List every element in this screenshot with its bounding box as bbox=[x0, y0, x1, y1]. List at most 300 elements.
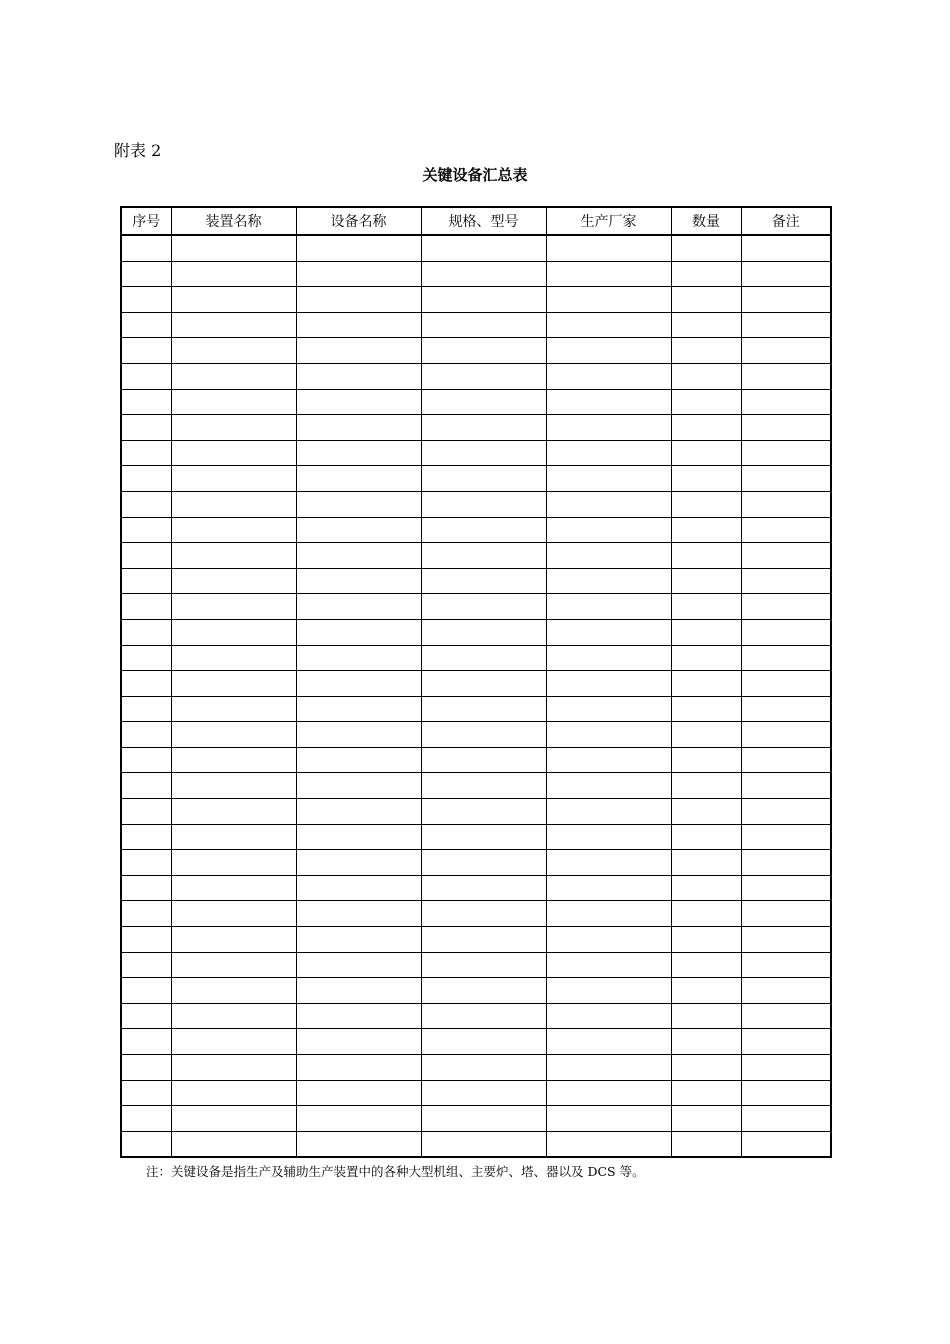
table-cell[interactable] bbox=[546, 875, 671, 901]
table-row bbox=[121, 466, 831, 492]
table-cell[interactable] bbox=[121, 440, 171, 466]
table-cell[interactable] bbox=[171, 261, 296, 287]
table-cell[interactable] bbox=[171, 927, 296, 953]
table-cell[interactable] bbox=[741, 773, 831, 799]
table-row bbox=[121, 543, 831, 569]
table-cell[interactable] bbox=[741, 363, 831, 389]
table-cell[interactable] bbox=[121, 287, 171, 313]
table-cell[interactable] bbox=[421, 722, 546, 748]
table-cell[interactable] bbox=[421, 543, 546, 569]
table-cell[interactable] bbox=[546, 594, 671, 620]
table-row bbox=[121, 671, 831, 697]
table-cell[interactable] bbox=[296, 773, 421, 799]
table-cell[interactable] bbox=[171, 287, 296, 313]
table-cell[interactable] bbox=[671, 363, 741, 389]
table-row bbox=[121, 799, 831, 825]
table-cell[interactable] bbox=[121, 824, 171, 850]
table-row bbox=[121, 1080, 831, 1106]
table-row bbox=[121, 415, 831, 441]
table-cell[interactable] bbox=[171, 517, 296, 543]
table-cell[interactable] bbox=[741, 594, 831, 620]
table-cell[interactable] bbox=[171, 799, 296, 825]
table-cell[interactable] bbox=[546, 363, 671, 389]
table-row bbox=[121, 1131, 831, 1157]
table-cell[interactable] bbox=[546, 978, 671, 1004]
table-cell[interactable] bbox=[421, 261, 546, 287]
table-cell[interactable] bbox=[421, 1029, 546, 1055]
table-cell[interactable] bbox=[741, 568, 831, 594]
table-cell[interactable] bbox=[121, 363, 171, 389]
table-cell[interactable] bbox=[671, 747, 741, 773]
equipment-summary-table bbox=[120, 206, 832, 1158]
table-cell[interactable] bbox=[421, 671, 546, 697]
table-cell[interactable] bbox=[121, 927, 171, 953]
table-cell[interactable] bbox=[546, 466, 671, 492]
table-cell[interactable] bbox=[296, 389, 421, 415]
table-row bbox=[121, 491, 831, 517]
table-cell[interactable] bbox=[296, 927, 421, 953]
table-cell[interactable] bbox=[671, 901, 741, 927]
table-cell[interactable] bbox=[741, 389, 831, 415]
table-cell[interactable] bbox=[671, 1055, 741, 1081]
table-cell[interactable] bbox=[421, 1080, 546, 1106]
table-row bbox=[121, 824, 831, 850]
table-cell[interactable] bbox=[671, 671, 741, 697]
table-cell[interactable] bbox=[171, 1055, 296, 1081]
page-title: 关键设备汇总表 bbox=[422, 166, 528, 184]
table-cell[interactable] bbox=[546, 696, 671, 722]
table-cell[interactable] bbox=[671, 1080, 741, 1106]
table-cell[interactable] bbox=[671, 543, 741, 569]
table-cell[interactable] bbox=[171, 568, 296, 594]
table-cell[interactable] bbox=[671, 440, 741, 466]
table-cell[interactable] bbox=[171, 645, 296, 671]
table-cell[interactable] bbox=[121, 671, 171, 697]
table-body bbox=[121, 235, 831, 1157]
table-cell[interactable] bbox=[671, 850, 741, 876]
table-cell[interactable] bbox=[671, 1029, 741, 1055]
table-cell[interactable] bbox=[171, 1029, 296, 1055]
table-cell[interactable] bbox=[121, 1131, 171, 1157]
table-cell[interactable] bbox=[296, 312, 421, 338]
table-cell[interactable] bbox=[741, 1080, 831, 1106]
table-cell[interactable] bbox=[121, 568, 171, 594]
table-cell[interactable] bbox=[741, 901, 831, 927]
table-cell[interactable] bbox=[741, 1029, 831, 1055]
table-cell[interactable] bbox=[546, 543, 671, 569]
table-cell[interactable] bbox=[546, 338, 671, 364]
table-cell[interactable] bbox=[741, 875, 831, 901]
table-cell[interactable] bbox=[546, 850, 671, 876]
table-cell[interactable] bbox=[296, 901, 421, 927]
table-cell[interactable] bbox=[546, 773, 671, 799]
table-cell[interactable] bbox=[296, 261, 421, 287]
table-cell[interactable] bbox=[171, 952, 296, 978]
table-cell[interactable] bbox=[171, 747, 296, 773]
table-cell[interactable] bbox=[296, 235, 421, 261]
table-cell[interactable] bbox=[296, 466, 421, 492]
table-cell[interactable] bbox=[296, 671, 421, 697]
table-row bbox=[121, 235, 831, 261]
table-cell[interactable] bbox=[671, 389, 741, 415]
table-row bbox=[121, 440, 831, 466]
table-row bbox=[121, 287, 831, 313]
table-cell[interactable] bbox=[741, 543, 831, 569]
table-cell[interactable] bbox=[296, 440, 421, 466]
table-cell[interactable] bbox=[421, 1055, 546, 1081]
table-row bbox=[121, 1029, 831, 1055]
table-cell[interactable] bbox=[741, 466, 831, 492]
table-cell[interactable] bbox=[421, 235, 546, 261]
table-row bbox=[121, 517, 831, 543]
table-cell[interactable] bbox=[171, 1131, 296, 1157]
table-cell[interactable] bbox=[121, 901, 171, 927]
table-cell[interactable] bbox=[546, 517, 671, 543]
table-cell[interactable] bbox=[296, 1131, 421, 1157]
table-cell[interactable] bbox=[171, 363, 296, 389]
table-cell[interactable] bbox=[741, 1106, 831, 1132]
table-cell[interactable] bbox=[121, 722, 171, 748]
table-cell[interactable] bbox=[671, 466, 741, 492]
table-cell[interactable] bbox=[546, 568, 671, 594]
table-cell[interactable] bbox=[121, 1055, 171, 1081]
table-row bbox=[121, 645, 831, 671]
table-row bbox=[121, 952, 831, 978]
table-cell[interactable] bbox=[741, 517, 831, 543]
table-cell[interactable] bbox=[671, 722, 741, 748]
table-cell[interactable] bbox=[671, 619, 741, 645]
table-cell[interactable] bbox=[296, 722, 421, 748]
table-cell[interactable] bbox=[421, 645, 546, 671]
table-cell[interactable] bbox=[296, 594, 421, 620]
table-cell[interactable] bbox=[741, 1055, 831, 1081]
table-cell[interactable] bbox=[671, 1106, 741, 1132]
table-row bbox=[121, 619, 831, 645]
header-unit-name: 装置名称 bbox=[171, 207, 296, 235]
table-row bbox=[121, 1055, 831, 1081]
table-row bbox=[121, 978, 831, 1004]
table-cell[interactable] bbox=[121, 312, 171, 338]
table-row bbox=[121, 773, 831, 799]
table-cell[interactable] bbox=[121, 696, 171, 722]
table-cell[interactable] bbox=[171, 440, 296, 466]
table-cell[interactable] bbox=[671, 952, 741, 978]
table-cell[interactable] bbox=[121, 1106, 171, 1132]
table-row bbox=[121, 594, 831, 620]
table-row bbox=[121, 850, 831, 876]
table-cell[interactable] bbox=[671, 875, 741, 901]
table-cell[interactable] bbox=[296, 850, 421, 876]
table-cell[interactable] bbox=[171, 543, 296, 569]
table-cell[interactable] bbox=[121, 415, 171, 441]
table-cell[interactable] bbox=[171, 338, 296, 364]
table-cell[interactable] bbox=[546, 799, 671, 825]
table-cell[interactable] bbox=[671, 824, 741, 850]
table-cell[interactable] bbox=[741, 619, 831, 645]
table-cell[interactable] bbox=[671, 594, 741, 620]
footnote: 注：关键设备是指生产及辅助生产装置中的各种大型机组、主要炉、塔、器以及 DCS 等。 bbox=[146, 1164, 645, 1179]
table-cell[interactable] bbox=[546, 415, 671, 441]
table-cell[interactable] bbox=[546, 1131, 671, 1157]
table-cell[interactable] bbox=[296, 824, 421, 850]
table-cell[interactable] bbox=[421, 363, 546, 389]
table-cell[interactable] bbox=[421, 978, 546, 1004]
table-cell[interactable] bbox=[546, 952, 671, 978]
table-cell[interactable] bbox=[296, 338, 421, 364]
table-cell[interactable] bbox=[741, 799, 831, 825]
table-cell[interactable] bbox=[296, 1106, 421, 1132]
table-cell[interactable] bbox=[671, 415, 741, 441]
table-cell[interactable] bbox=[421, 927, 546, 953]
table-row bbox=[121, 389, 831, 415]
table-cell[interactable] bbox=[121, 1003, 171, 1029]
table-cell[interactable] bbox=[546, 671, 671, 697]
table-cell[interactable] bbox=[741, 338, 831, 364]
table-cell[interactable] bbox=[421, 594, 546, 620]
table-row bbox=[121, 901, 831, 927]
table-cell[interactable] bbox=[171, 415, 296, 441]
table-cell[interactable] bbox=[296, 1055, 421, 1081]
table-row bbox=[121, 722, 831, 748]
table-cell[interactable] bbox=[121, 261, 171, 287]
table-cell[interactable] bbox=[546, 389, 671, 415]
table-cell[interactable] bbox=[121, 799, 171, 825]
table-cell[interactable] bbox=[546, 824, 671, 850]
table-cell[interactable] bbox=[171, 1106, 296, 1132]
header-quantity: 数量 bbox=[671, 207, 741, 235]
table-cell[interactable] bbox=[421, 901, 546, 927]
table-cell[interactable] bbox=[421, 517, 546, 543]
table-cell[interactable] bbox=[296, 491, 421, 517]
table-cell[interactable] bbox=[741, 235, 831, 261]
table-cell[interactable] bbox=[421, 747, 546, 773]
table-cell[interactable] bbox=[296, 799, 421, 825]
table-cell[interactable] bbox=[671, 287, 741, 313]
table-row bbox=[121, 363, 831, 389]
table-cell[interactable] bbox=[296, 568, 421, 594]
table-cell[interactable] bbox=[171, 312, 296, 338]
table-cell[interactable] bbox=[671, 517, 741, 543]
table-cell[interactable] bbox=[121, 875, 171, 901]
table-cell[interactable] bbox=[421, 287, 546, 313]
table-cell[interactable] bbox=[171, 875, 296, 901]
table-cell[interactable] bbox=[741, 312, 831, 338]
table-cell[interactable] bbox=[671, 1131, 741, 1157]
table-cell[interactable] bbox=[296, 415, 421, 441]
table-cell[interactable] bbox=[741, 645, 831, 671]
table-cell[interactable] bbox=[421, 1131, 546, 1157]
table-cell[interactable] bbox=[671, 773, 741, 799]
table-cell[interactable] bbox=[121, 389, 171, 415]
table-cell[interactable] bbox=[296, 1029, 421, 1055]
table-cell[interactable] bbox=[421, 312, 546, 338]
table-cell[interactable] bbox=[171, 722, 296, 748]
table-cell[interactable] bbox=[546, 235, 671, 261]
table-row bbox=[121, 261, 831, 287]
table-cell[interactable] bbox=[171, 235, 296, 261]
table-cell[interactable] bbox=[296, 747, 421, 773]
table-cell[interactable] bbox=[296, 543, 421, 569]
header-serial-number: 序号 bbox=[121, 207, 171, 235]
table-cell[interactable] bbox=[121, 466, 171, 492]
table-cell[interactable] bbox=[121, 773, 171, 799]
table-row bbox=[121, 747, 831, 773]
table-cell[interactable] bbox=[741, 261, 831, 287]
table-cell[interactable] bbox=[171, 773, 296, 799]
table-cell[interactable] bbox=[421, 338, 546, 364]
table-cell[interactable] bbox=[121, 1080, 171, 1106]
table-cell[interactable] bbox=[546, 1055, 671, 1081]
table-cell[interactable] bbox=[121, 594, 171, 620]
table-cell[interactable] bbox=[671, 312, 741, 338]
table-cell[interactable] bbox=[546, 1080, 671, 1106]
table-cell[interactable] bbox=[171, 594, 296, 620]
table-cell[interactable] bbox=[421, 824, 546, 850]
table-cell[interactable] bbox=[546, 261, 671, 287]
table-cell[interactable] bbox=[671, 799, 741, 825]
table-cell[interactable] bbox=[296, 875, 421, 901]
table-cell[interactable] bbox=[296, 952, 421, 978]
table-cell[interactable] bbox=[741, 1003, 831, 1029]
table-cell[interactable] bbox=[121, 338, 171, 364]
table-cell[interactable] bbox=[546, 619, 671, 645]
table-cell[interactable] bbox=[741, 287, 831, 313]
table-cell[interactable] bbox=[546, 747, 671, 773]
table-cell[interactable] bbox=[171, 850, 296, 876]
table-cell[interactable] bbox=[741, 491, 831, 517]
table-cell[interactable] bbox=[421, 952, 546, 978]
table-cell[interactable] bbox=[741, 850, 831, 876]
table-cell[interactable] bbox=[121, 850, 171, 876]
table-cell[interactable] bbox=[741, 671, 831, 697]
table-cell[interactable] bbox=[171, 1003, 296, 1029]
table-cell[interactable] bbox=[546, 927, 671, 953]
table-cell[interactable] bbox=[296, 696, 421, 722]
table-cell[interactable] bbox=[546, 312, 671, 338]
table-cell[interactable] bbox=[421, 491, 546, 517]
table-cell[interactable] bbox=[121, 747, 171, 773]
table-cell[interactable] bbox=[421, 1106, 546, 1132]
table-cell[interactable] bbox=[546, 1106, 671, 1132]
table-cell[interactable] bbox=[671, 491, 741, 517]
table-cell[interactable] bbox=[121, 1029, 171, 1055]
table-cell[interactable] bbox=[741, 696, 831, 722]
table-cell[interactable] bbox=[121, 235, 171, 261]
table-row bbox=[121, 338, 831, 364]
table-cell[interactable] bbox=[671, 696, 741, 722]
table-cell[interactable] bbox=[121, 645, 171, 671]
table-cell[interactable] bbox=[421, 440, 546, 466]
table-cell[interactable] bbox=[546, 1003, 671, 1029]
table-cell[interactable] bbox=[171, 466, 296, 492]
table-row bbox=[121, 1003, 831, 1029]
table-cell[interactable] bbox=[296, 287, 421, 313]
table-cell[interactable] bbox=[671, 1003, 741, 1029]
table-cell[interactable] bbox=[171, 696, 296, 722]
header-equipment-name: 设备名称 bbox=[296, 207, 421, 235]
appendix-label: 附表 2 bbox=[114, 141, 162, 160]
table-cell[interactable] bbox=[671, 978, 741, 1004]
table-cell[interactable] bbox=[421, 875, 546, 901]
table-cell[interactable] bbox=[421, 415, 546, 441]
table-cell[interactable] bbox=[421, 466, 546, 492]
table-cell[interactable] bbox=[171, 824, 296, 850]
table-cell[interactable] bbox=[121, 978, 171, 1004]
header-manufacturer: 生产厂家 bbox=[546, 207, 671, 235]
table-cell[interactable] bbox=[171, 671, 296, 697]
table-cell[interactable] bbox=[121, 491, 171, 517]
table-cell[interactable] bbox=[671, 568, 741, 594]
table-cell[interactable] bbox=[121, 952, 171, 978]
table-row bbox=[121, 696, 831, 722]
table-cell[interactable] bbox=[421, 389, 546, 415]
table-cell[interactable] bbox=[546, 440, 671, 466]
table-cell[interactable] bbox=[171, 978, 296, 1004]
table-cell[interactable] bbox=[546, 645, 671, 671]
table-row bbox=[121, 875, 831, 901]
table-cell[interactable] bbox=[546, 901, 671, 927]
table-cell[interactable] bbox=[421, 799, 546, 825]
table-cell[interactable] bbox=[671, 338, 741, 364]
table-cell[interactable] bbox=[296, 645, 421, 671]
table-cell[interactable] bbox=[121, 619, 171, 645]
table-cell[interactable] bbox=[546, 287, 671, 313]
table-cell[interactable] bbox=[171, 901, 296, 927]
table-row bbox=[121, 927, 831, 953]
header-specification-model: 规格、型号 bbox=[421, 207, 546, 235]
table-cell[interactable] bbox=[421, 696, 546, 722]
table-cell[interactable] bbox=[741, 747, 831, 773]
table-cell[interactable] bbox=[546, 491, 671, 517]
table-cell[interactable] bbox=[671, 235, 741, 261]
table-cell[interactable] bbox=[546, 1029, 671, 1055]
table-row bbox=[121, 312, 831, 338]
table-cell[interactable] bbox=[741, 722, 831, 748]
table-cell[interactable] bbox=[671, 645, 741, 671]
table-cell[interactable] bbox=[546, 722, 671, 748]
table-cell[interactable] bbox=[421, 773, 546, 799]
table-cell[interactable] bbox=[421, 619, 546, 645]
table-cell[interactable] bbox=[171, 619, 296, 645]
table-cell[interactable] bbox=[671, 261, 741, 287]
table-cell[interactable] bbox=[421, 568, 546, 594]
table-cell[interactable] bbox=[741, 1131, 831, 1157]
table-cell[interactable] bbox=[421, 850, 546, 876]
table-cell[interactable] bbox=[121, 543, 171, 569]
table-cell[interactable] bbox=[296, 363, 421, 389]
table-cell[interactable] bbox=[421, 1003, 546, 1029]
table-cell[interactable] bbox=[296, 1080, 421, 1106]
header-remarks: 备注 bbox=[741, 207, 831, 235]
table-cell[interactable] bbox=[296, 619, 421, 645]
table-cell[interactable] bbox=[296, 1003, 421, 1029]
table-cell[interactable] bbox=[296, 978, 421, 1004]
table-cell[interactable] bbox=[741, 415, 831, 441]
table-cell[interactable] bbox=[741, 978, 831, 1004]
table-cell[interactable] bbox=[741, 824, 831, 850]
table-header-row bbox=[121, 207, 831, 235]
table-cell[interactable] bbox=[171, 389, 296, 415]
table-cell[interactable] bbox=[171, 491, 296, 517]
table-cell[interactable] bbox=[296, 517, 421, 543]
table-cell[interactable] bbox=[741, 440, 831, 466]
table-cell[interactable] bbox=[741, 927, 831, 953]
table-cell[interactable] bbox=[121, 517, 171, 543]
table-cell[interactable] bbox=[171, 1080, 296, 1106]
table-cell[interactable] bbox=[741, 952, 831, 978]
table-row bbox=[121, 1106, 831, 1132]
table-cell[interactable] bbox=[671, 927, 741, 953]
